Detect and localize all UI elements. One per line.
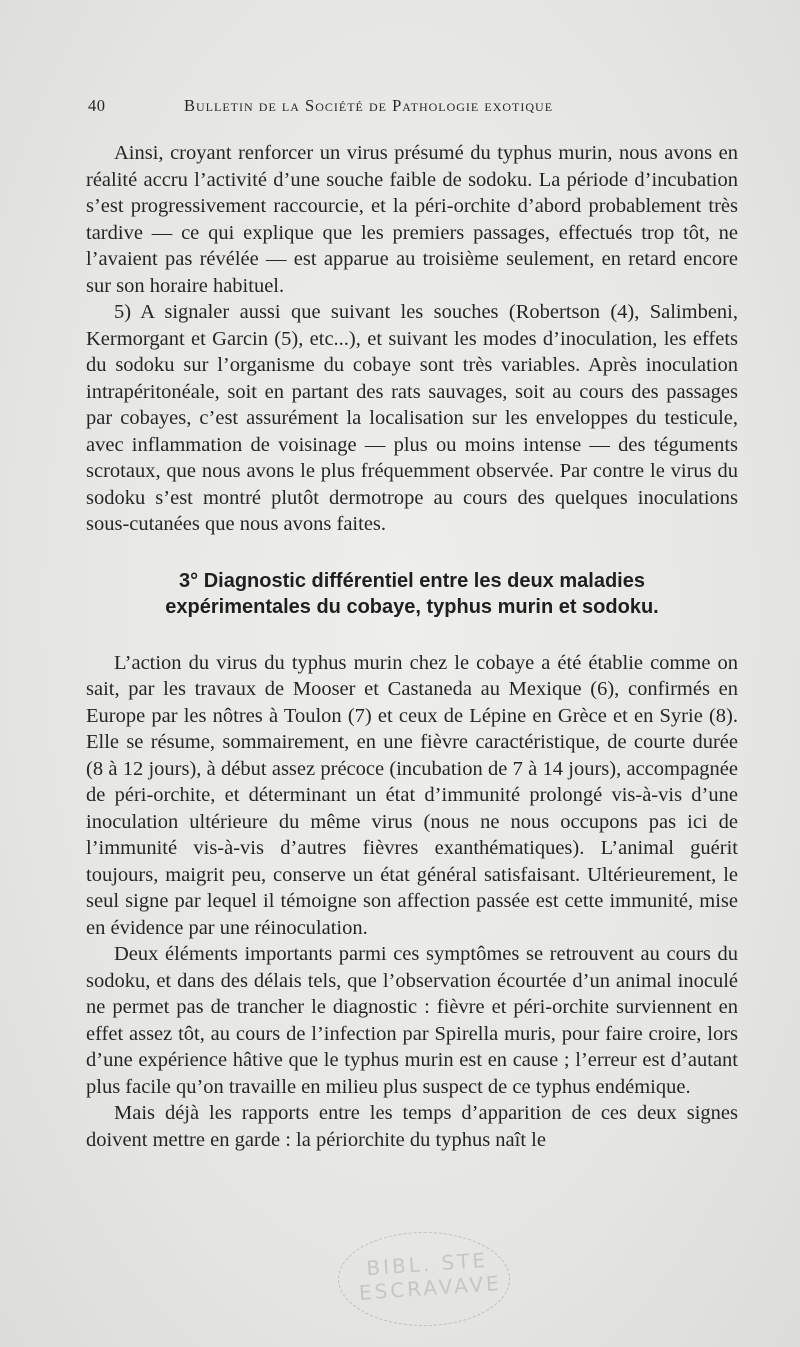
paragraph-2: 5) A signaler aussi que suivant les souches (Robertson (4), Salimbeni, Kermorgant et Garcin (5), etc...), et suivant les modes d’inoculation, les effets du sodoku sur l’organisme du cobaye sont très variables. Après inoculation intrapéritonéale, soit en partant des rats sauvages, soit au cours des passages par cobayes, c’est assurément la localisation sur les enveloppes du testicule, avec inflammation de voisinage — plus ou moins intense — des téguments scrotaux, que nous avons le plus fréquemment observée. Par contre le virus du sodoku s’est montré plutôt dermotrope au cours des quelques inoculations sous-cutanées que nous avons faites. [86, 301, 738, 535]
body-text [86, 140, 738, 1153]
paragraph-4: Deux éléments importants parmi ces symptômes se retrouvent au cours du sodoku, et dans des délais tels, que l’observation écourtée d’un animal inoculé ne permet pas de trancher le diagnostic : fièvre et péri-orchite surviennent en effet assez tôt, au cours de l’infection par Spirella muris, pour faire croire, lors d’une expérience hâtive que le typhus murin est en cause ; l’erreur est d’autant plus facile qu’on travaille en milieu plus suspect de ce typhus endémique. [86, 943, 738, 1098]
section-heading [86, 568, 738, 620]
page-number: 40 [88, 96, 106, 115]
section-heading-line-2: expérimentales du cobaye, typhus murin et sodoku. [165, 595, 659, 618]
paragraph-3: L’action du virus du typhus murin chez le cobaye a été établie comme on sait, par les travaux de Mooser et Castaneda au Mexique (6), confirmés en Europe par les nôtres à Toulon (7) et ceux de Lépine en Grèce et en Syrie (8). Elle se résume, sommairement, en une fièvre caractéristique, de courte durée (8 à 12 jours), à début assez précoce (incubation de 7 à 14 jours), accompagnée de péri-orchite, et déterminant un état d’immunité prolongé vis-à-vis d’une inoculation ultérieure du même virus (nous ne nous occupons pas ici de l’immunité vis-à-vis d’autres fièvres exanthématiques). L’animal guérit toujours, maigrit peu, conserve un état général satisfaisant. Ultérieurement, le seul signe par lequel il témoigne son affection passée est cette immunité, mise en évidence par une réinoculation. [86, 651, 738, 939]
paragraph-1: Ainsi, croyant renforcer un virus présumé du typhus murin, nous avons en réalité accru l’activité d’une souche faible de sodoku. La période d’incubation s’est progressivement raccourcie, et la péri-orchite d’abord probablement très tardive — ce qui explique que les premiers passages, effectués trop tôt, ne l’avaient pas révélée — est apparue au troisième seulement, en retard encore sur son horaire habituel. [86, 142, 738, 297]
running-header [88, 96, 748, 116]
paragraph-5: Mais déjà les rapports entre les temps d’apparition de ces deux signes doivent mettre en garde : la périorchite du typhus naît le [86, 1102, 738, 1151]
library-stamp-text: BIBL. STE ESCRAVAVE [358, 1247, 503, 1305]
running-head-title: Bulletin de la Société de Pathologie exotique [184, 96, 554, 115]
section-heading-line-1: 3° Diagnostic différentiel entre les deux maladies [179, 569, 645, 592]
